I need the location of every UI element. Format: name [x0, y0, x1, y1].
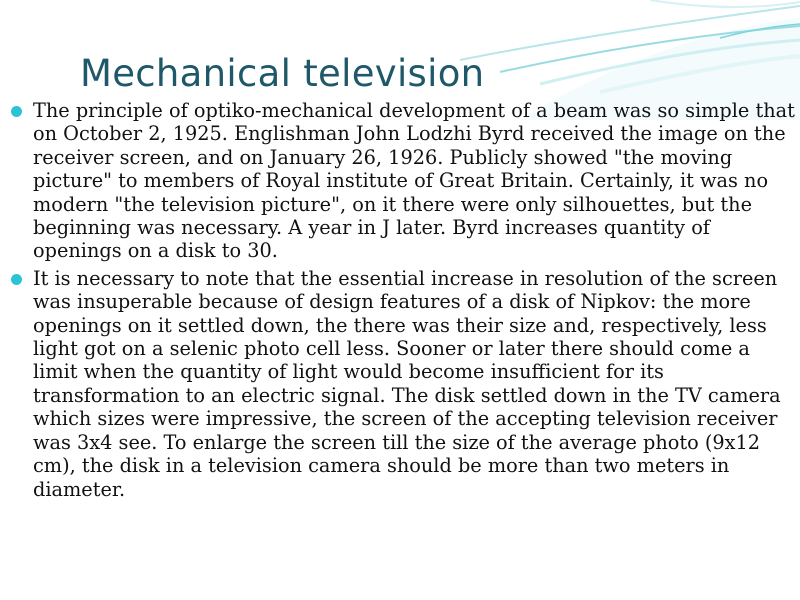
slide-title: Mechanical television: [80, 52, 485, 95]
bullet-list: [11, 99, 795, 505]
bullet-paragraph: [11, 99, 795, 263]
paragraph-text: It is necessary to note that the essential increase in resolution of the screen was insuperable because of design features of a disk of Nipkov: the more openings on it settled down, the there was their size and, respectively, less light got on a selenic photo cell less. Sooner or later there should come a limit when the quantity of light would become insufficient for its transformation to an electric signal. The disk settled down in the TV camera which sizes were impressive, the screen of the accepting television receiver was 3x4 see. To enlarge the screen till the size of the average photo (9x12 cm), the disk in a television camera should be more than two meters in diameter.: [33, 266, 781, 501]
bullet-circle-icon: [11, 274, 22, 285]
bullet-circle-icon: [11, 106, 22, 117]
paragraph-text: The principle of optiko-mechanical development of a beam was so simple that on October 2, 1925. Englishman John Lodzhi Byrd received the image on the receiver screen, and on January 26, 1926. Publicly showed "the moving picture" to members of Royal institute of Great Britain. Certainly, it was no modern "the television picture", on it there were only silhouettes, but the beginning was necessary. A year in J later. Byrd increases quantity of openings on a disk to 30.: [33, 99, 795, 263]
bullet-paragraph: [11, 267, 795, 501]
